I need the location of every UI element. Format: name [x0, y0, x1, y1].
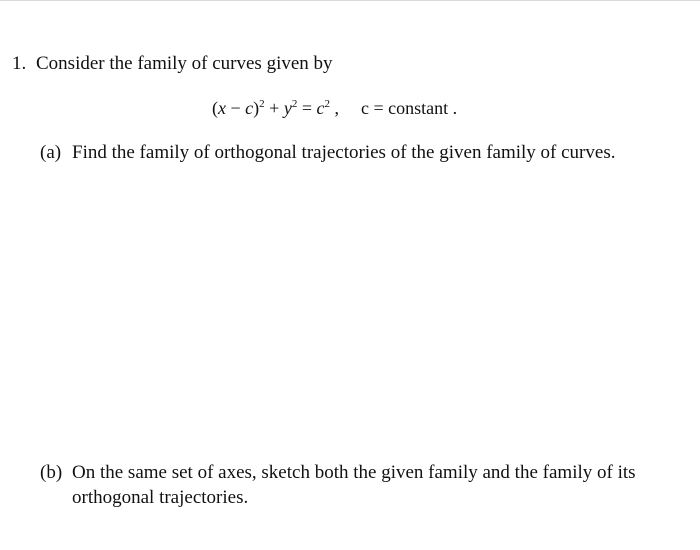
- equation-constant-note: c = constant .: [360, 98, 458, 118]
- part-b-text-line1: On the same set of axes, sketch both the given family and the family of its: [72, 462, 636, 483]
- top-divider: [0, 0, 700, 1]
- part-b-continuation: [72, 486, 248, 510]
- part-a-text: Find the family of orthogonal trajectories of the given family of curves.: [72, 142, 616, 163]
- question-header: [12, 52, 333, 76]
- part-b-label: (b): [40, 462, 63, 483]
- question-intro: Consider the family of curves given by: [36, 53, 333, 74]
- equation-expression: $(x - c)^2 + y^2 = c^2$ ,: [212, 98, 339, 118]
- part-b: [40, 461, 636, 485]
- question-number: 1.: [12, 53, 27, 74]
- part-b-text-line2: orthogonal trajectories.: [72, 487, 249, 508]
- part-a: [40, 141, 615, 165]
- curve-family-equation: [212, 96, 457, 120]
- part-a-label: (a): [40, 142, 62, 163]
